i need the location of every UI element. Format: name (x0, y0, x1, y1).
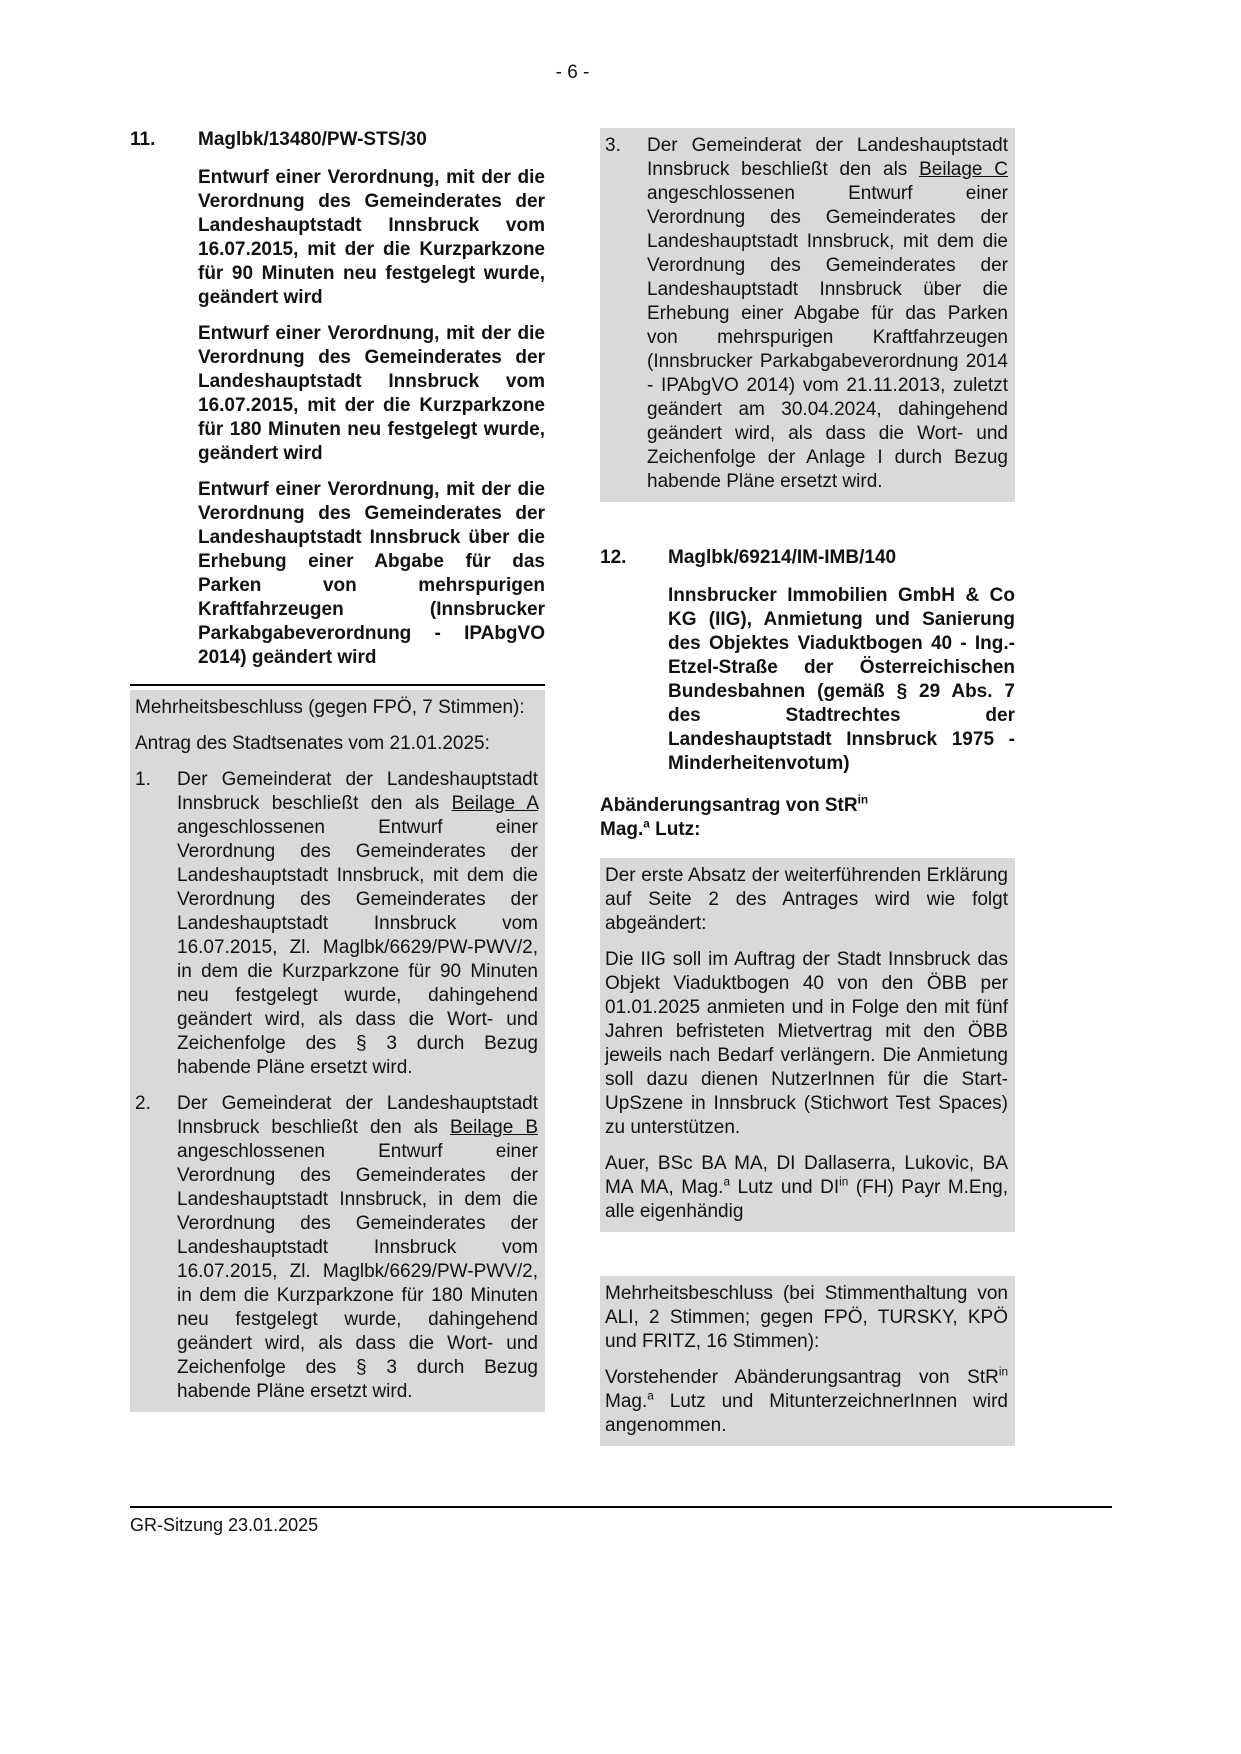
superscript: a (647, 1389, 654, 1403)
point-number: 2. (135, 1093, 151, 1114)
section-divider (130, 684, 545, 686)
text-run: Mag. (605, 1391, 648, 1412)
point-text (177, 768, 538, 1080)
item-12-number: 12. (600, 547, 627, 568)
resolution-text (605, 1366, 1008, 1438)
attachment-ref-beilage-b: Beilage B (449, 1117, 538, 1138)
item-11-decision-block-continued (600, 128, 1015, 502)
motion-point-2 (135, 1092, 538, 1404)
text-run: Abänderungsantrag von StR (600, 795, 858, 816)
superscript: in (998, 1365, 1008, 1379)
item-11-subject-3: Entwurf einer Verordnung, mit der die Verordnung des Gemeinderates der Landeshauptstadt Innsbruck über die Erhebung einer Abgabe für das Parken von mehrspurigen Kraftfahrzeugen (Innsbrucker Parkabgabeverordnung - IPAbgVO 2014) geändert wird (198, 479, 545, 668)
superscript: in (857, 793, 869, 807)
content-columns (130, 128, 1015, 1446)
superscript: a (643, 817, 650, 831)
text-run: Lutz und MitunterzeichnerInnen wird angenommen. (605, 1391, 1008, 1436)
decision-result-11: Mehrheitsbeschluss (gegen FPÖ, 7 Stimmen): (135, 697, 525, 718)
text-run: Mag. (600, 819, 644, 840)
item-12-decision-block (600, 1276, 1015, 1446)
item-12-header (600, 546, 1015, 570)
right-column (600, 128, 1015, 1446)
superscript: in (839, 1175, 849, 1189)
item-11-decision-block (130, 690, 545, 1412)
decision-result-12: Mehrheitsbeschluss (bei Stimmenthaltung von ALI, 2 Stimmen; gegen FPÖ, TURSKY, KPÖ und FRITZ, 16 Stimmen): (605, 1283, 1008, 1352)
item-11-subject-1: Entwurf einer Verordnung, mit der die Verordnung des Gemeinderates der Landeshauptstadt Innsbruck vom 16.07.2015, mit der die Kurzparkzone für 90 Minuten neu festgelegt wurde, geändert wird (198, 167, 545, 308)
text-run: angeschlossenen Entwurf einer Verordnung des Gemeinderates der Landeshauptstadt Innsbruck, in dem die Verordnung des Gemeinderates der Landeshauptstadt Innsbruck vom 16.07.2015, Zl. Maglbk/6629/PW-PWV/2, in dem die Kurzparkzone für 180 Minuten neu festgelegt wurde, dahingehend geändert wird, als dass die Wort- und Zeichenfolge des § 3 durch Bezug habende Pläne ersetzt wird. (177, 1141, 538, 1402)
attachment-ref-beilage-a: Beilage A (451, 793, 538, 814)
point-text (647, 134, 1008, 494)
amendment-block (600, 858, 1015, 1232)
text-run: Lutz und DI (730, 1177, 840, 1198)
session-label: GR-Sitzung 23.01.2025 (130, 1515, 319, 1535)
amendment-body: Die IIG soll im Auftrag der Stadt Innsbruck das Objekt Viaduktbogen 40 von den ÖBB per 01.01.2025 anmieten und in Folge den mit fünf Jahren befristeten Mietvertrag mit den ÖBB jeweils nach Bedarf verlängern. Die Anmietung soll dazu dienen NutzerInnen für die Start-UpSzene in Innsbruck (Stichwort Test Spaces) zu unterstützen. (605, 949, 1008, 1138)
point-number: 1. (135, 769, 151, 790)
motion-point-1 (135, 768, 538, 1080)
left-column (130, 128, 545, 1412)
amendment-intro: Der erste Absatz der weiterführenden Erklärung auf Seite 2 des Antrages wird wie folgt abgeändert: (605, 865, 1008, 934)
item-12-subject: Innsbrucker Immobilien GmbH & Co KG (IIG), Anmietung und Sanierung des Objektes Viaduktbogen 40 - Ing.-Etzel-Straße der Österreichischen Bundesbahnen (gemäß § 29 Abs. 7 des Stadtrechtes der Landeshauptstadt Innsbruck 1975 - Minderheitenvotum) (668, 585, 1015, 774)
text-run: Der Gemeinderat der Landeshauptstadt Innsbruck beschließt den als (647, 135, 1008, 180)
text-run: Der Gemeinderat der Landeshauptstadt Innsbruck beschließt den als (177, 769, 538, 814)
point-text (177, 1092, 538, 1404)
item-11-reference: Maglbk/13480/PW-STS/30 (198, 129, 427, 150)
item-11-subject-2: Entwurf einer Verordnung, mit der die Verordnung des Gemeinderates der Landeshauptstadt Innsbruck vom 16.07.2015, mit der die Kurzparkzone für 180 Minuten neu festgelegt wurde, geändert wird (198, 323, 545, 464)
text-run: Der Gemeinderat der Landeshauptstadt Innsbruck beschließt den als (177, 1093, 538, 1138)
attachment-ref-beilage-c: Beilage C (919, 159, 1008, 180)
motion-intro: Antrag des Stadtsenates vom 21.01.2025: (135, 733, 490, 754)
text-run: (FH) Payr M.Eng, alle eigenhändig (605, 1177, 1009, 1222)
item-12-reference: Maglbk/69214/IM-IMB/140 (668, 547, 897, 568)
motion-point-3 (605, 134, 1008, 494)
amendment-heading (600, 794, 1015, 842)
text-run: Auer, BSc BA MA, DI Dallaserra, Lukovic, BA MA MA, Mag. (605, 1153, 1008, 1198)
item-11-number: 11. (130, 129, 156, 150)
text-run: angeschlossenen Entwurf einer Verordnung des Gemeinderates der Landeshauptstadt Innsbruck, mit dem die Verordnung des Gemeinderates der Landeshauptstadt Innsbruck über die Erhebung einer Abgabe für das Parken von mehrspurigen Kraftfahrzeugen (Innsbrucker Parkabgabeverordnung 2014 - IPAbgVO 2014) vom 21.11.2013, zuletzt geändert am 30.04.2024, dahingehend geändert wird, als dass die Wort- und Zeichenfolge der Anlage I durch Bezug habende Pläne ersetzt wird. (647, 183, 1008, 492)
signatories (605, 1152, 1008, 1224)
text-run: Lutz: (649, 819, 701, 840)
superscript: a (723, 1175, 731, 1189)
text-run: angeschlossenen Entwurf einer Verordnung des Gemeinderates der Landeshauptstadt Innsbruck, mit dem die Verordnung des Gemeinderates der Landeshauptstadt Innsbruck vom 16.07.2015, Zl. Maglbk/6629/PW-PWV/2, in dem die Kurzparkzone für 90 Minuten neu festgelegt wurde, dahingehend geändert wird, als dass die Wort- und Zeichenfolge des § 3 durch Bezug habende Pläne ersetzt wird. (177, 817, 538, 1078)
point-number: 3. (605, 135, 621, 156)
footer-rule (130, 1506, 1112, 1508)
page-number: - 6 - (555, 62, 590, 83)
item-11-header (130, 128, 545, 152)
text-run: Vorstehender Abänderungsantrag von StR (605, 1367, 999, 1388)
page-footer (130, 1506, 1112, 1536)
